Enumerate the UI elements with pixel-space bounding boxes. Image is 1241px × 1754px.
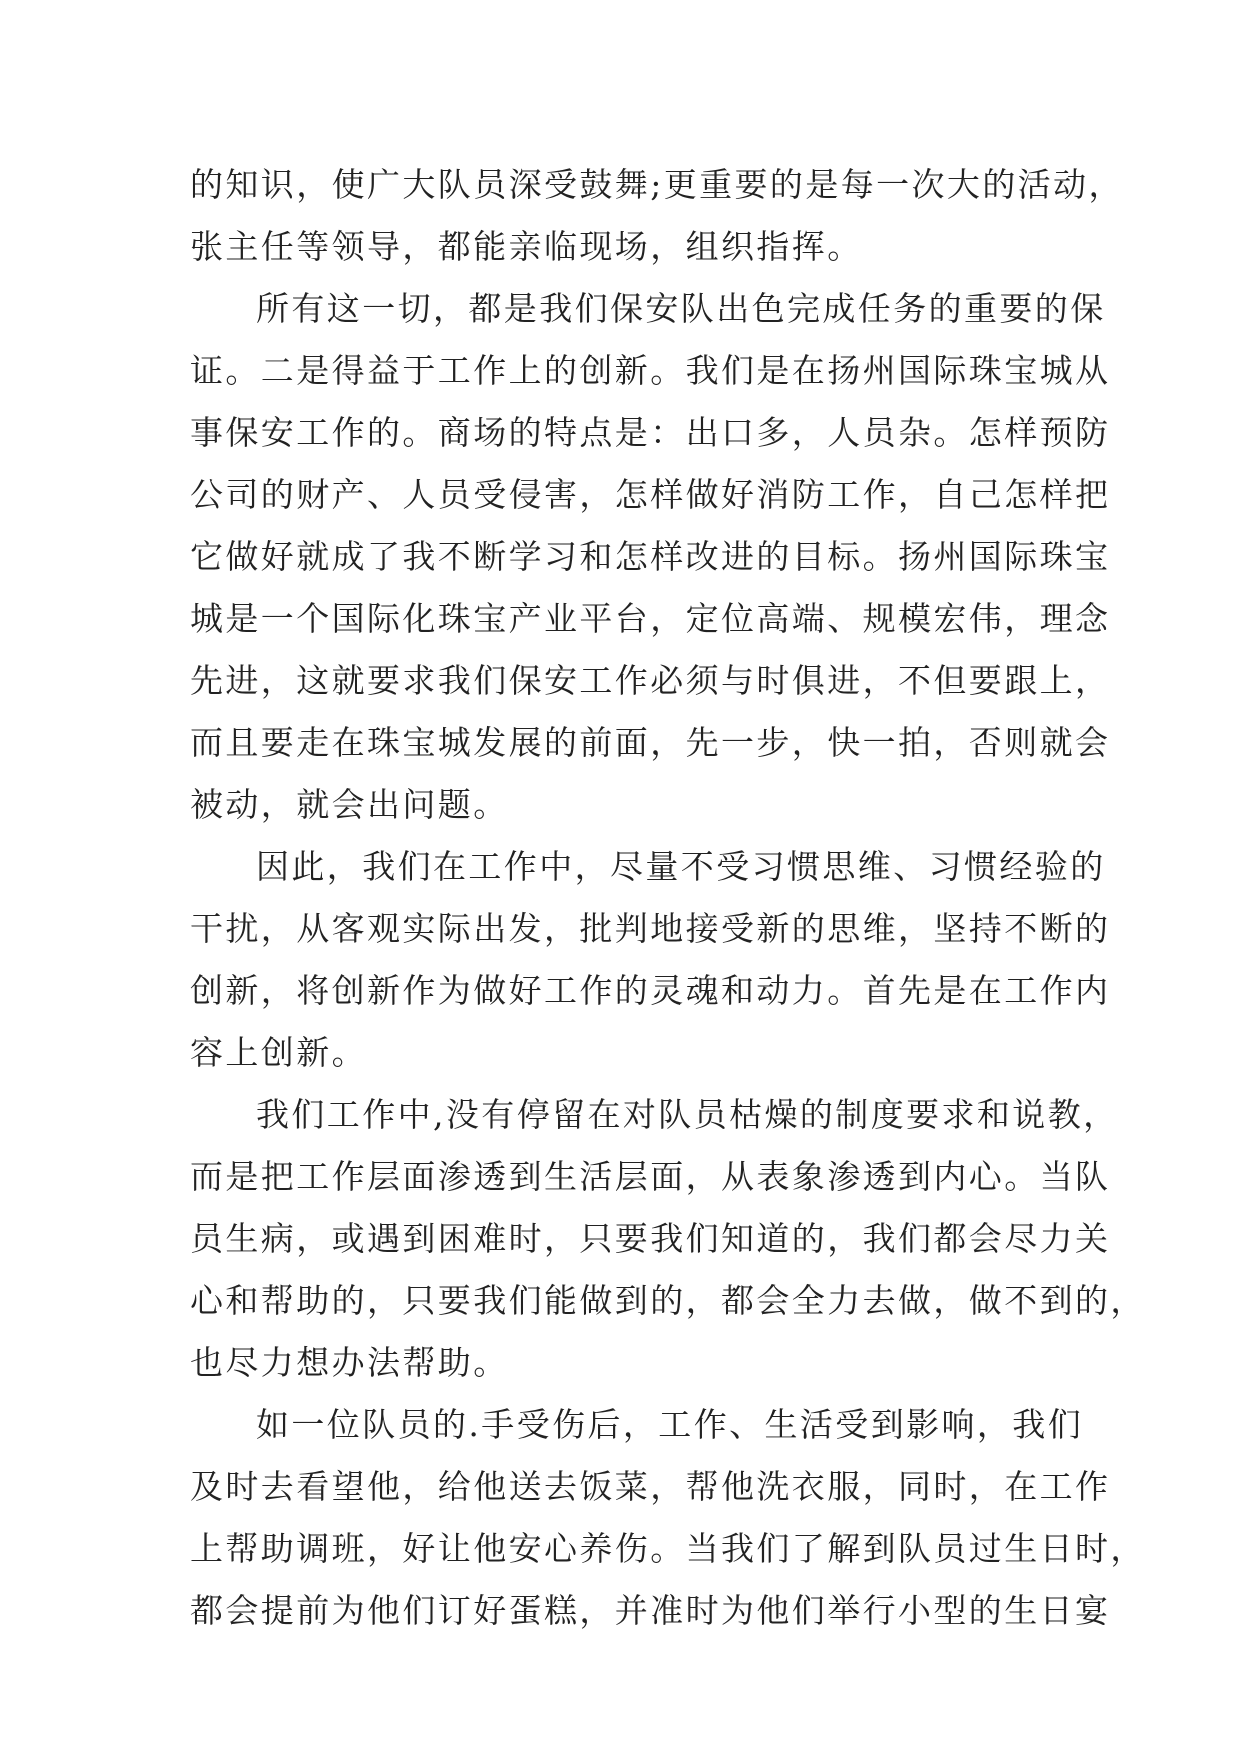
text-line: 的知识，使广大队员深受鼓舞;更重要的是每一次大的活动，: [190, 165, 1124, 204]
text-line: 容上创新。: [190, 1033, 367, 1072]
text-line: 上帮助调班，好让他安心养伤。当我们了解到队员过生日时，: [190, 1529, 1146, 1568]
document-body: [190, 154, 1146, 1642]
text-line: 它做好就成了我不断学习和怎样改进的目标。扬州国际珠宝: [190, 537, 1111, 576]
paragraph-first-line: 所有这一切，都是我们保安队出色完成任务的重要的保: [256, 289, 1106, 328]
paragraph-first-line: 如一位队员的.手受伤后，工作、生活受到影响，我们: [256, 1405, 1084, 1444]
text-line: 也尽力想办法帮助。: [190, 1343, 509, 1382]
text-line: 干扰，从客观实际出发，批判地接受新的思维，坚持不断的: [190, 909, 1111, 948]
text-line: 及时去看望他，给他送去饭菜，帮他洗衣服，同时，在工作: [190, 1467, 1111, 1506]
paragraph-first-line: 我们工作中,没有停留在对队员枯燥的制度要求和说教，: [256, 1095, 1119, 1134]
text-line: 创新，将创新作为做好工作的灵魂和动力。首先是在工作内: [190, 971, 1111, 1010]
text-line: 事保安工作的。商场的特点是：出口多，人员杂。怎样预防: [190, 413, 1111, 452]
text-line: 而且要走在珠宝城发展的前面，先一步，快一拍，否则就会: [190, 723, 1111, 762]
text-line: 而是把工作层面渗透到生活层面，从表象渗透到内心。当队: [190, 1157, 1111, 1196]
text-line: 都会提前为他们订好蛋糕，并准时为他们举行小型的生日宴: [190, 1591, 1111, 1630]
text-line: 城是一个国际化珠宝产业平台，定位高端、规模宏伟，理念: [190, 599, 1111, 638]
text-line: 员生病，或遇到困难时，只要我们知道的，我们都会尽力关: [190, 1219, 1111, 1258]
text-line: 先进，这就要求我们保安工作必须与时俱进，不但要跟上，: [190, 661, 1111, 700]
text-line: 心和帮助的，只要我们能做到的，都会全力去做，做不到的，: [190, 1281, 1146, 1320]
text-line: 张主任等领导，都能亲临现场，组织指挥。: [190, 227, 863, 266]
text-line: 证。二是得益于工作上的创新。我们是在扬州国际珠宝城从: [190, 351, 1111, 390]
text-line: 公司的财产、人员受侵害，怎样做好消防工作，自己怎样把: [190, 475, 1111, 514]
text-line: 被动，就会出问题。: [190, 785, 509, 824]
paragraph-first-line: 因此，我们在工作中，尽量不受习惯思维、习惯经验的: [256, 847, 1106, 886]
